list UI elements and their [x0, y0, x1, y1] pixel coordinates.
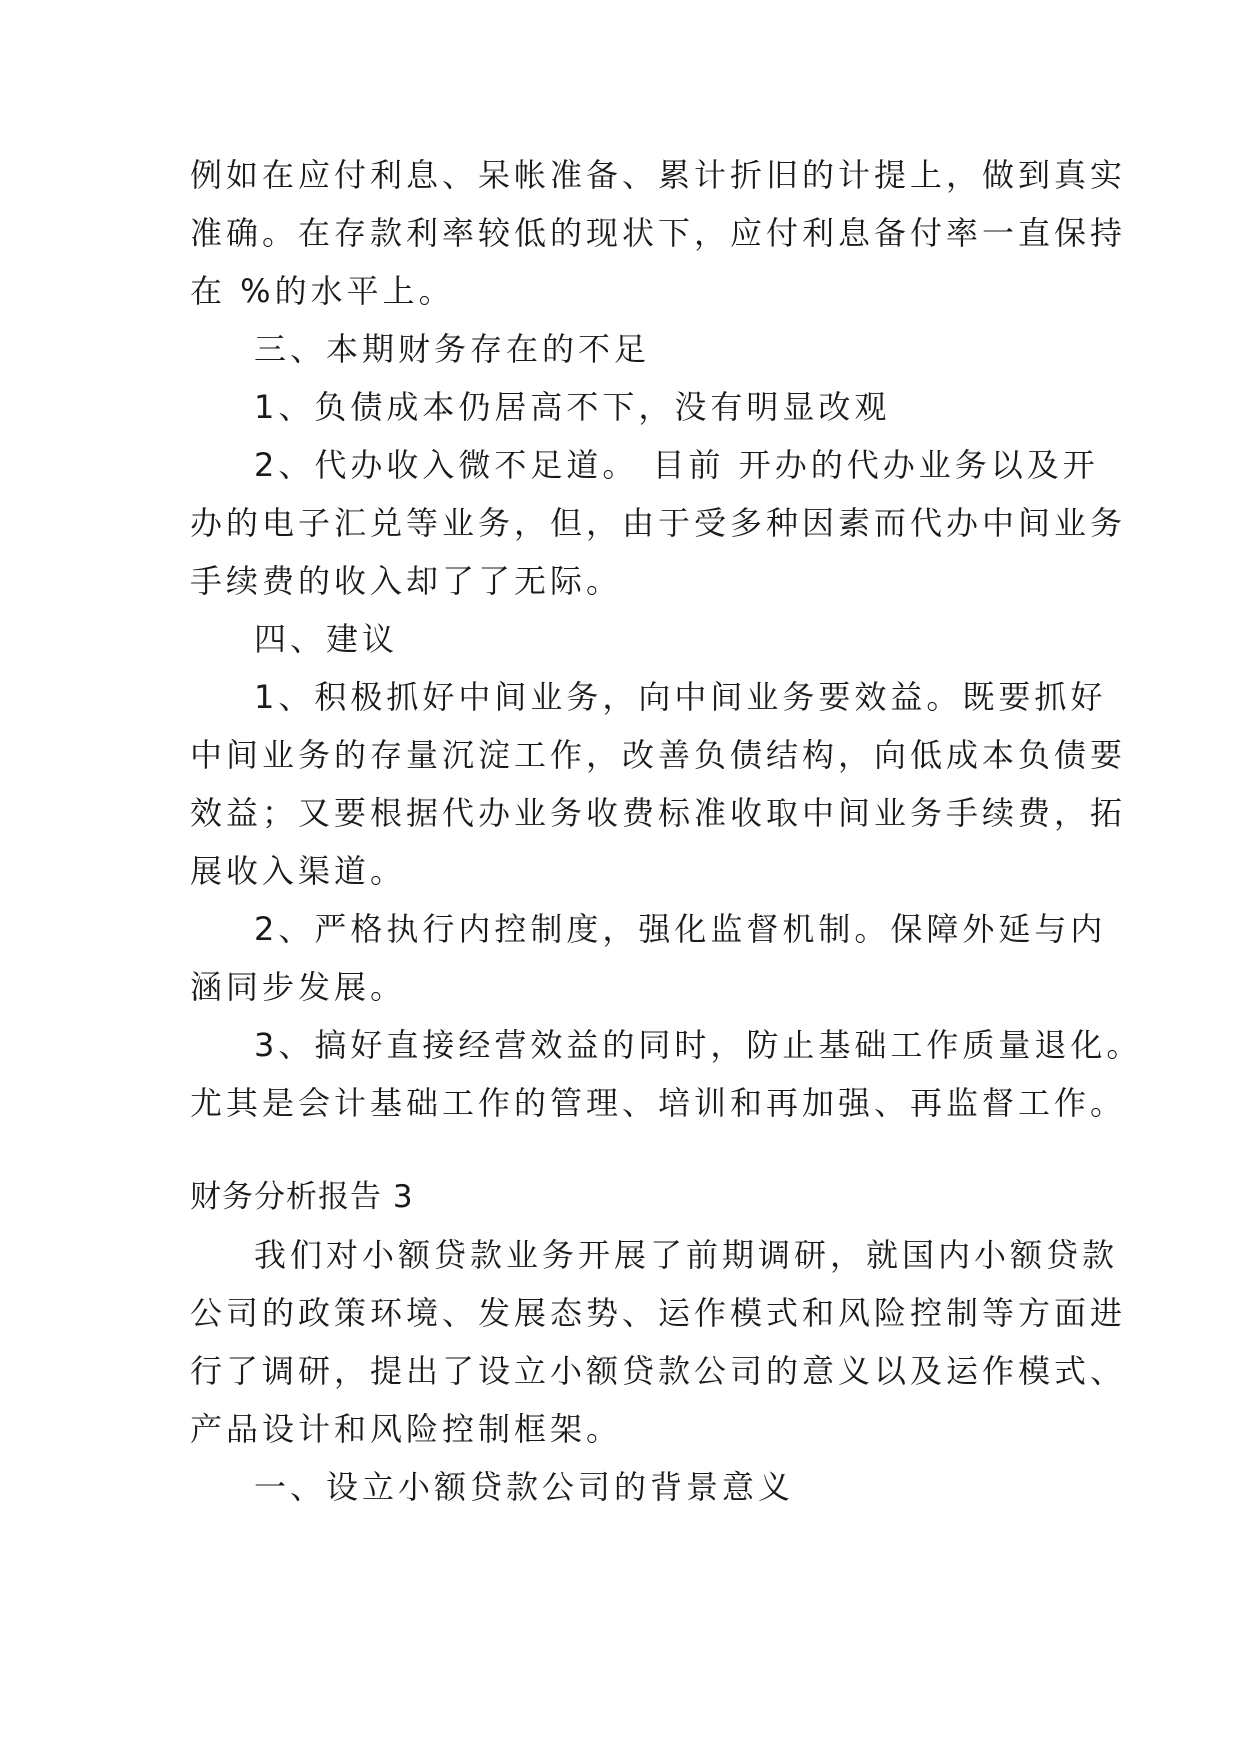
paragraph-line: 例如在应付利息、呆帐准备、累计折旧的计提上，做到真实: [190, 156, 1127, 194]
paragraph-line: 效益；又要根据代办业务收费标准收取中间业务手续费，拓: [190, 794, 1127, 832]
paragraph-line: 涵同步发展。: [190, 968, 407, 1006]
section-heading: 三、本期财务存在的不足: [254, 330, 651, 368]
paragraph-line: 在 %的水平上。: [190, 272, 455, 310]
paragraph-line: 公司的政策环境、发展态势、运作模式和风险控制等方面进: [190, 1294, 1127, 1332]
paragraph-line: 我们对小额贷款业务开展了前期调研，就国内小额贷款: [254, 1236, 1119, 1274]
paragraph-line: 准确。在存款利率较低的现状下，应付利息备付率一直保持: [190, 214, 1127, 252]
section-heading: 四、建议: [254, 620, 399, 658]
list-item: 2、代办收入微不足道。 目前 开办的代办业务以及开: [254, 446, 1099, 484]
paragraph-line: 产品设计和风险控制框架。: [190, 1410, 623, 1448]
list-item: 3、搞好直接经营效益的同时，防止基础工作质量退化。: [254, 1026, 1143, 1064]
list-item: 2、严格执行内控制度，强化监督机制。保障外延与内: [254, 910, 1107, 948]
paragraph-line: 手续费的收入却了了无际。: [190, 562, 623, 600]
paragraph-line: 尤其是会计基础工作的管理、培训和再加强、再监督工作。: [190, 1084, 1127, 1122]
section-heading: 一、设立小额贷款公司的背景意义: [254, 1468, 795, 1506]
paragraph-line: 展收入渠道。: [190, 852, 407, 890]
paragraph-line: 行了调研，提出了设立小额贷款公司的意义以及运作模式、: [190, 1352, 1127, 1390]
report-title: 财务分析报告 3: [190, 1179, 414, 1215]
paragraph-line: 中间业务的存量沉淀工作，改善负债结构，向低成本负债要: [190, 736, 1127, 774]
list-item: 1、负债成本仍居高不下，没有明显改观: [254, 388, 891, 426]
paragraph-line: 办的电子汇兑等业务，但，由于受多种因素而代办中间业务: [190, 504, 1127, 542]
list-item: 1、积极抓好中间业务，向中间业务要效益。既要抓好: [254, 678, 1107, 716]
